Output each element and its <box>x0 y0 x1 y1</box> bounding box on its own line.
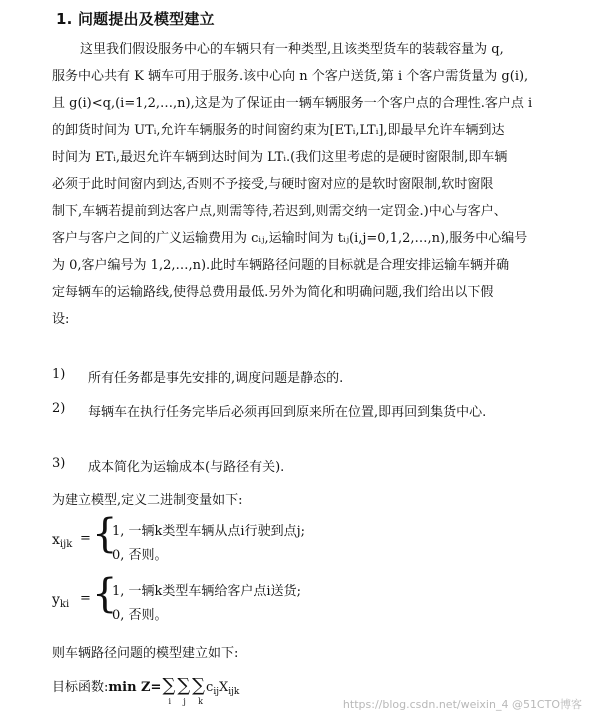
paragraph-line: 制下,车辆若提前到达客户点,则需等待,若迟到,则需交纳一定罚金.)中心与客户、 <box>52 204 507 219</box>
case-1: 1, 一辆k类型车辆从点i行驶到点j; <box>112 524 305 539</box>
intro-paragraph <box>52 36 574 333</box>
paragraph-line: 为 0,客户编号为 1,2,…,n).此时车辆路径问题的目标就是合理安排运输车辆并确 <box>52 258 510 273</box>
list-item <box>52 401 574 456</box>
sum-symbol-j: ∑ j <box>177 675 191 706</box>
paragraph-line: 时间为 ETᵢ,最迟允许车辆到达时间为 LTᵢ.(我们这里考虑的是硬时窗限制,即车辆 <box>52 150 508 165</box>
watermark: https://blog.csdn.net/weixin_4 @51CTO博客 <box>342 698 582 711</box>
list-number: 1) <box>52 367 66 382</box>
objective-function <box>52 675 240 706</box>
case-2: 0, 否则。 <box>112 548 168 563</box>
case-2: 0, 否则。 <box>112 608 168 623</box>
paragraph-line: 客户与客户之间的广义运输费用为 cᵢⱼ,运输时间为 tᵢⱼ(i,j=0,1,2,…,n),服务中心编号 <box>52 231 528 246</box>
list-item <box>52 456 574 490</box>
list-number: 2) <box>52 401 66 416</box>
decision-variable: $X_{ijk}$ <box>218 680 240 697</box>
equals-sign: = <box>80 531 91 546</box>
equals-sign: = <box>80 591 91 606</box>
x-symbol: $x_{ijk}$ <box>52 532 73 550</box>
define-text: 为建立模型,定义二进制变量如下: <box>52 493 243 508</box>
case-1: 1, 一辆k类型车辆给客户点i送货; <box>112 584 301 599</box>
paragraph-line: 的卸货时间为 UTᵢ,允许车辆服务的时间窗约束为[ETᵢ,LTᵢ],即最早允许车辆到达 <box>52 123 505 138</box>
paragraph-line: 这里我们假设服务中心的车辆只有一种类型,且该类型货车的装载容量为 q, <box>80 42 504 57</box>
list-text: 成本简化为运输成本(与路径有关). <box>88 460 285 475</box>
list-text: 每辆车在执行任务完毕后必须再回到原来所在位置,即再回到集货中心. <box>88 405 487 420</box>
paragraph-line: 服务中心共有 K 辆车可用于服务.该中心向 n 个客户送货,第 i 个客户需货量为 g(i), <box>52 69 529 84</box>
assumption-list <box>52 367 574 490</box>
y-variable-definition <box>52 571 532 628</box>
left-brace: { <box>92 571 118 617</box>
paragraph-line: 定每辆车的运输路线,使得总费用最低.另外为简化和明确问题,我们给出以下假 <box>52 285 494 300</box>
list-number: 3) <box>52 456 66 471</box>
sum-symbol-i: ∑ i <box>162 675 176 706</box>
y-symbol: $y_{ki}$ <box>52 592 70 610</box>
model-text: 则车辆路径问题的模型建立如下: <box>52 646 239 661</box>
paragraph-line: 设: <box>52 312 70 327</box>
paragraph-line: 且 g(i)<q,(i=1,2,…,n),这是为了保证由一辆车辆服务一个客户点的合理性.客户点 i <box>52 96 533 111</box>
list-text: 所有任务都是事先安排的,调度问题是静态的. <box>88 371 344 386</box>
x-variable-definition <box>52 511 532 568</box>
left-brace: { <box>92 511 118 557</box>
paragraph-line: 必须于此时间窗内到达,否则不予接受,与硬时窗对应的是软时窗限制,软时窗限 <box>52 177 494 192</box>
section-title: 1. 问题提出及模型建立 <box>56 10 215 28</box>
objective-prefix: 目标函数: <box>52 680 109 695</box>
sum-symbol-k: ∑ k <box>192 675 206 706</box>
objective-lhs: min Z= <box>108 680 162 695</box>
list-item <box>52 367 574 401</box>
cost-term: $c_{ij}$ <box>206 680 219 697</box>
